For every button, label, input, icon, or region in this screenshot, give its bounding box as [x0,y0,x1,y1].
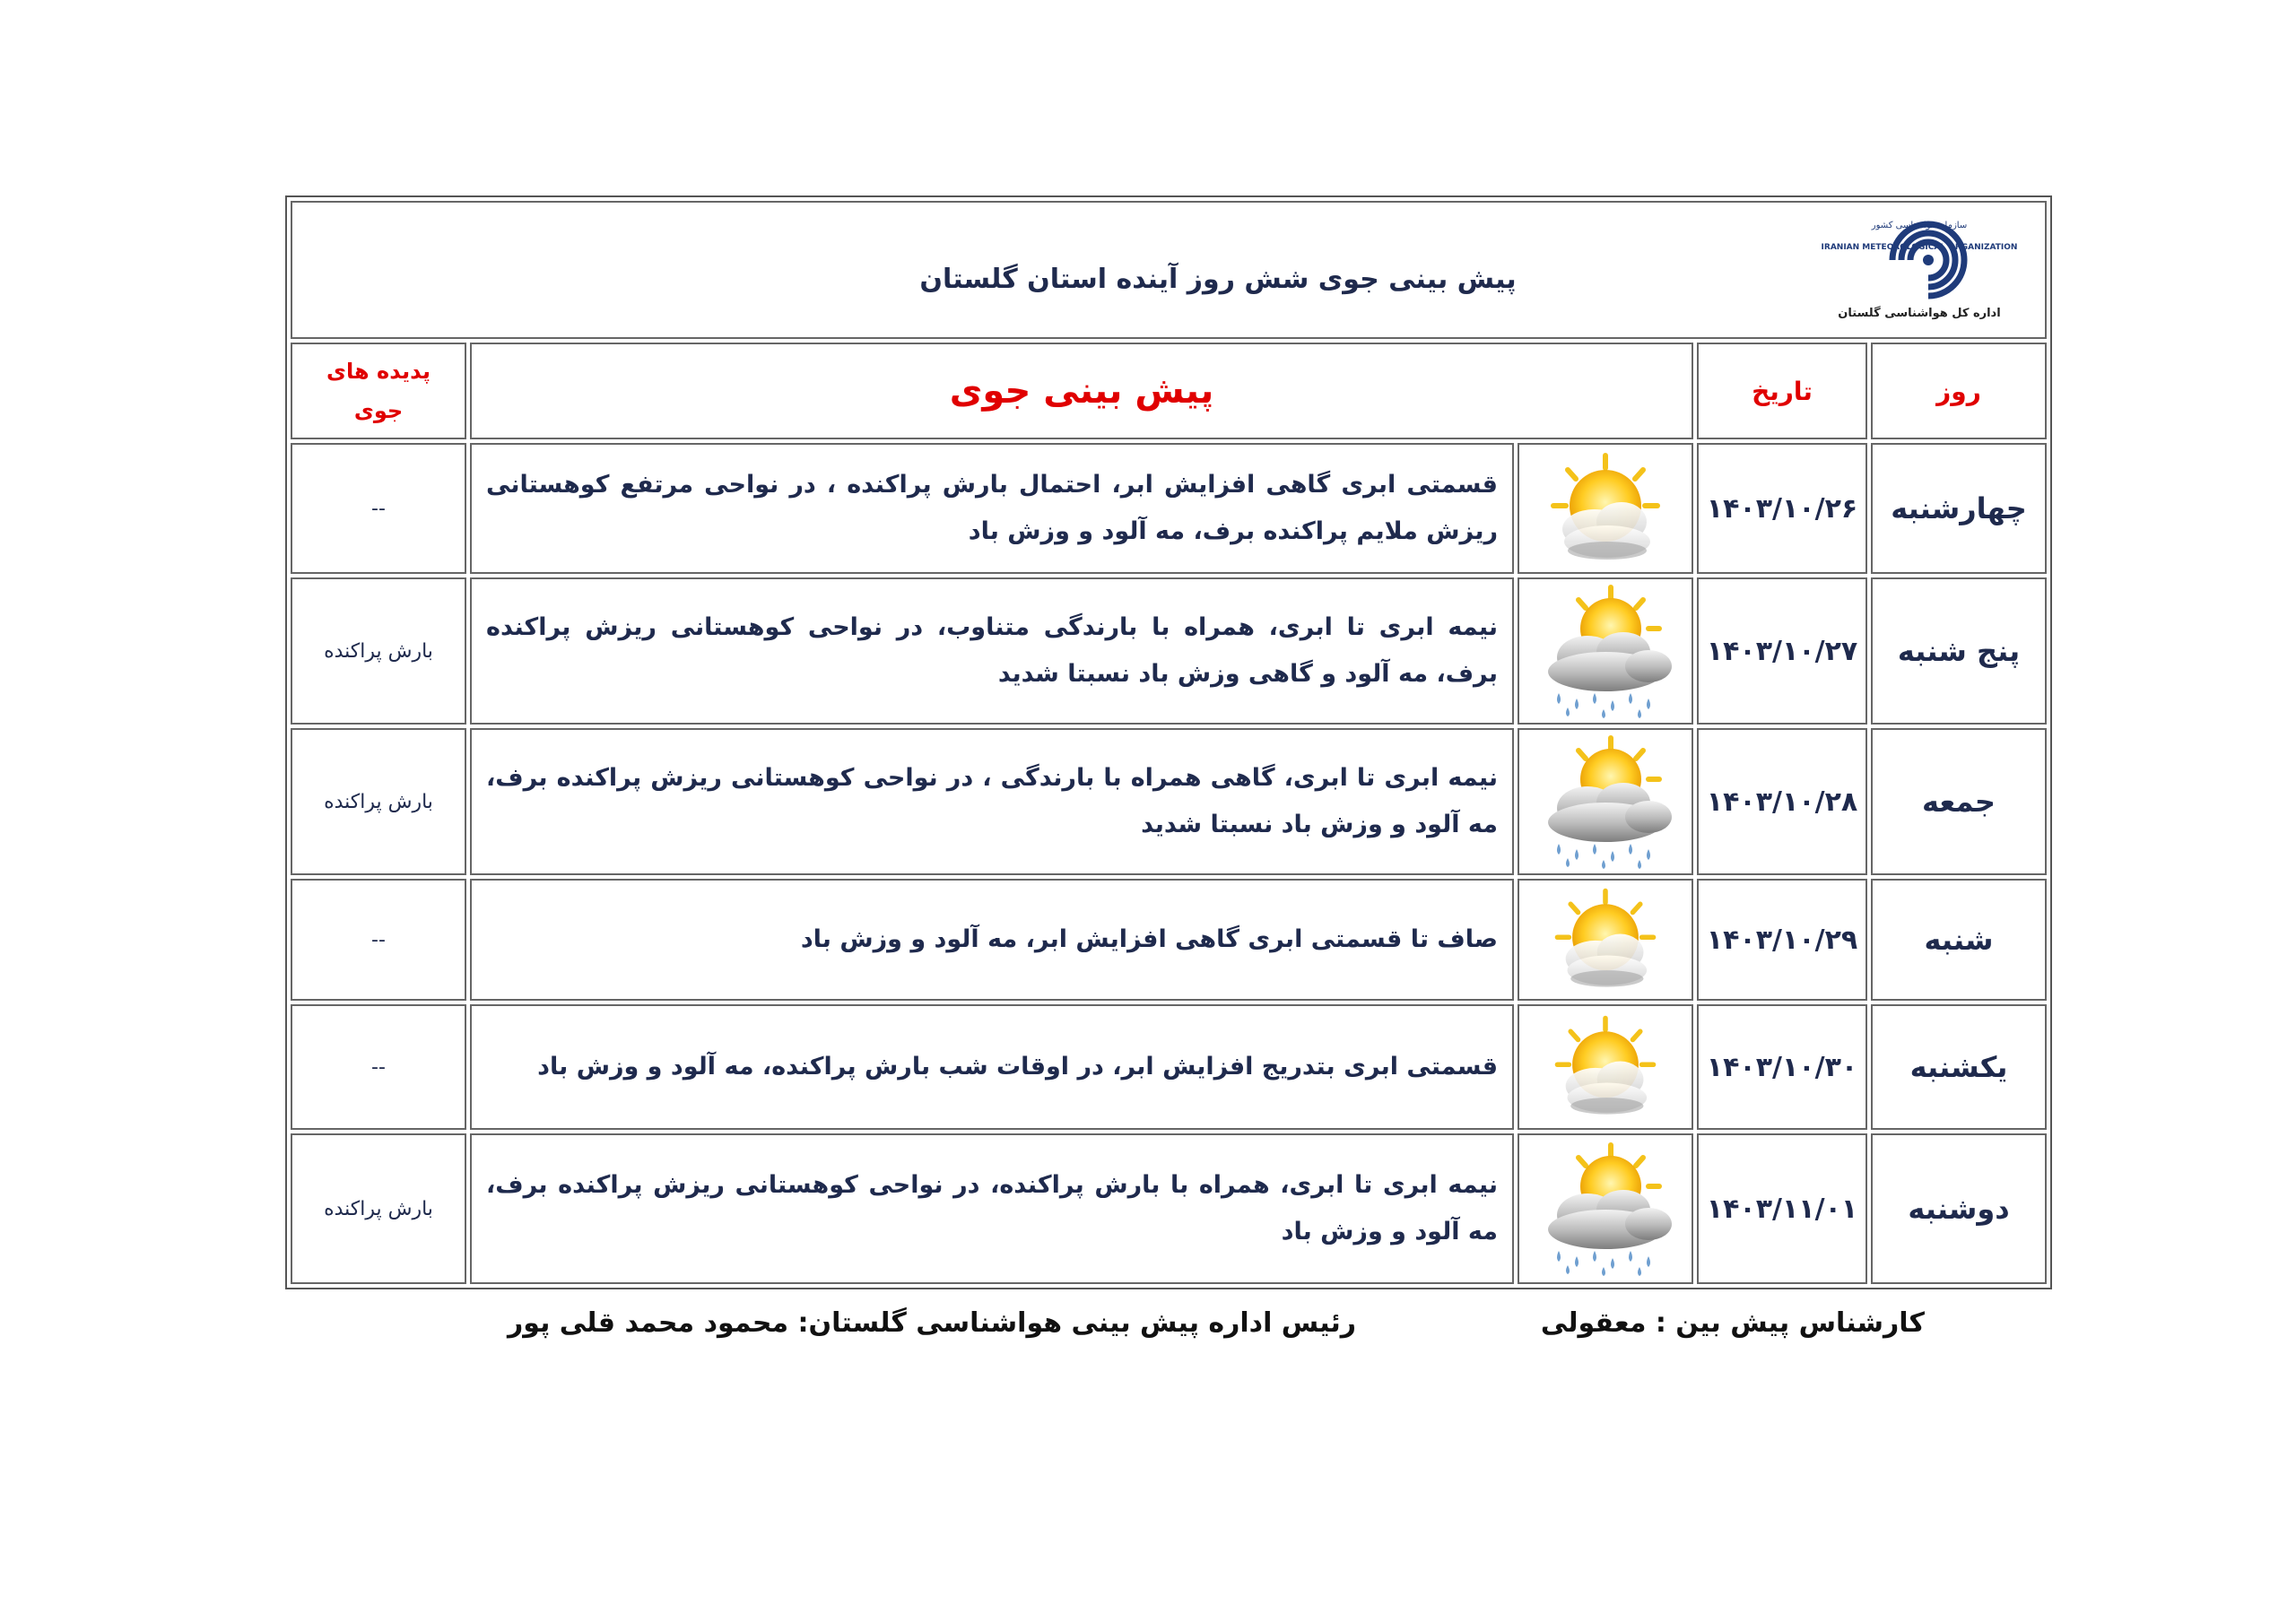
row-day: پنج شنبه [1871,577,2047,725]
forecaster-name: کارشناس پیش بین : معقولی [1540,1307,1925,1339]
row-weather-icon-cell [1518,443,1693,574]
row-day: چهارشنبه [1871,443,2047,574]
table-row [291,728,2047,875]
table-row [291,879,2047,1001]
header-forecast: پیش بینی جوی [470,343,1693,439]
row-weather-icon-cell [1518,879,1693,1001]
sun-cloud-rain-icon [1534,584,1677,718]
header-date: تاریخ [1697,343,1867,439]
table-row [291,1133,2047,1284]
forecast-table [285,195,2052,1289]
sun-cloud-rain-icon [1534,734,1677,869]
title-cell [291,201,2047,339]
row-forecast: نیمه ابری تا ابری، همراه با بارندگی متناوب، در نواحی کوهستانی ریزش پراکنده برف، مه آلود و گاهی وزش باد نسبتا شدید [470,577,1514,725]
row-date: ۱۴۰۳/۱۱/۰۱ [1697,1133,1867,1284]
partly-cloudy-sun-icon [1543,450,1668,567]
logo-org-en: IRANIAN METEOROLOGICAL ORGANIZATION [1821,243,2018,252]
row-phenomena: -- [291,879,466,1001]
partly-cloudy-sun-icon [1547,1013,1664,1121]
row-phenomena: بارش پراکنده [291,728,466,875]
page-title: پیش بینی جوی شش روز آینده استان گلستان [919,264,1517,295]
partly-cloudy-sun-icon [1547,886,1664,994]
logo-org-fa: سازمان هواشناسی کشور [1871,221,1968,230]
row-day: یکشنبه [1871,1004,2047,1130]
header-row [291,343,2047,439]
table-row [291,1004,2047,1130]
row-forecast: نیمه ابری تا ابری، گاهی همراه با بارندگی ، در نواحی کوهستانی ریزش پراکنده برف، مه آلود و وزش باد نسبتا شدید [470,728,1514,875]
row-phenomena: -- [291,1004,466,1130]
row-forecast: نیمه ابری تا ابری، همراه با بارش پراکنده، در نواحی کوهستانی ریزش پراکنده برف، مه آلود و وزش باد [470,1133,1514,1284]
table-row [291,443,2047,574]
row-day: جمعه [1871,728,2047,875]
header-day: روز [1871,343,2047,439]
row-weather-icon-cell [1518,728,1693,875]
table-row [291,577,2047,725]
footer [285,1307,2047,1352]
row-phenomena: بارش پراکنده [291,1133,466,1284]
row-weather-icon-cell [1518,577,1693,725]
row-date: ۱۴۰۳/۱۰/۲۸ [1697,728,1867,875]
logo-caption: اداره کل هواشناسی گلستان [1838,307,2001,320]
row-forecast: صاف تا قسمتی ابری گاهی افزایش ابر، مه آلود و وزش باد [470,879,1514,1001]
header-phenomena [291,343,466,439]
row-weather-icon-cell [1518,1004,1693,1130]
row-forecast: قسمتی ابری بتدریج افزایش ابر، در اوقات شب بارش پراکنده، مه آلود و وزش باد [470,1004,1514,1130]
row-weather-icon-cell [1518,1133,1693,1284]
row-date: ۱۴۰۳/۱۰/۲۷ [1697,577,1867,725]
sun-cloud-rain-icon [1534,1141,1677,1276]
header-phenomena-line1: پدیده های [326,359,430,384]
header-phenomena-line2: جوی [353,398,404,423]
row-date: ۱۴۰۳/۱۰/۲۹ [1697,879,1867,1001]
row-date: ۱۴۰۳/۱۰/۳۰ [1697,1004,1867,1130]
forecast-sheet [285,195,2047,1289]
department-head-name: رئیس اداره پیش بینی هواشناسی گلستان: محمود محمد قلی پور [508,1307,1356,1339]
row-day: دوشنبه [1871,1133,2047,1284]
row-day: شنبه [1871,879,2047,1001]
row-phenomena: -- [291,443,466,574]
row-forecast: قسمتی ابری گاهی افزایش ابر، احتمال بارش پراکنده ، در نواحی مرتفع کوهستانی ریزش ملایم پراکنده برف، مه آلود و وزش باد [470,443,1514,574]
title-row [291,201,2047,339]
row-date: ۱۴۰۳/۱۰/۲۶ [1697,443,1867,574]
row-phenomena: بارش پراکنده [291,577,466,725]
